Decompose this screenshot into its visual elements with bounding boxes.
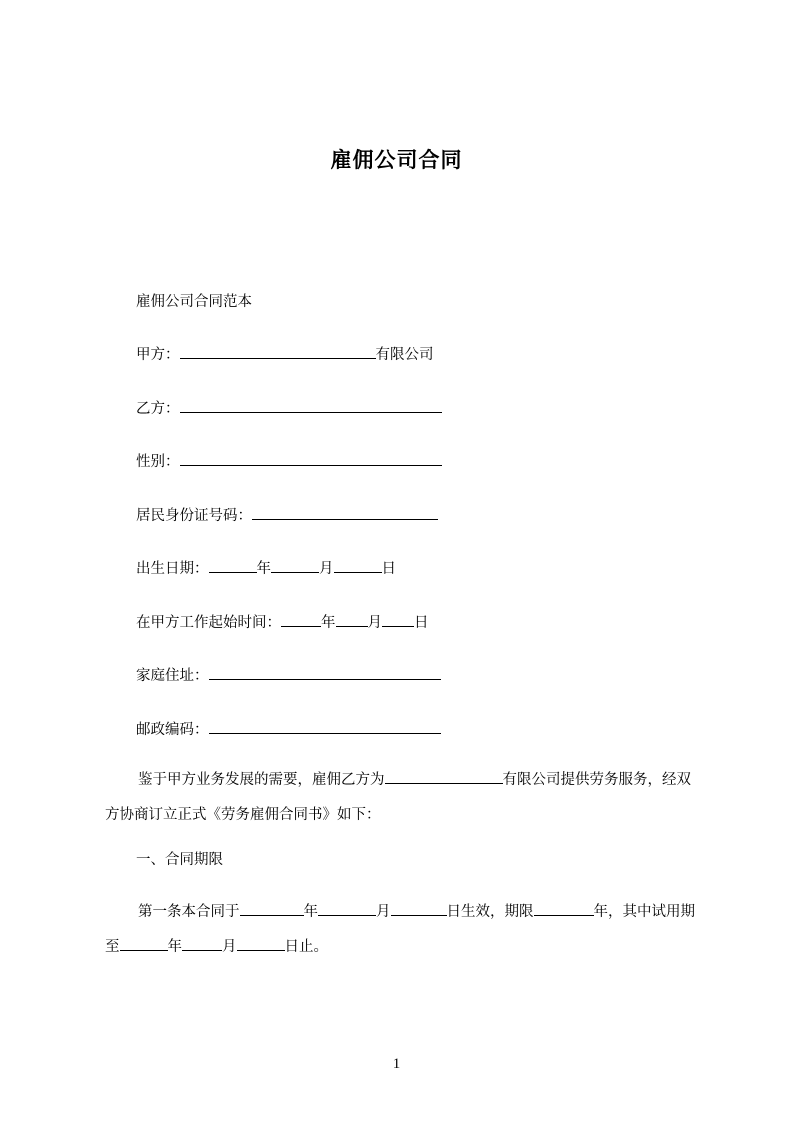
preamble-text-1: 鉴于甲方业务发展的需要，雇佣乙方为 — [138, 772, 385, 788]
section-heading: 一、合同期限 — [136, 852, 223, 868]
id-number-blank[interactable] — [252, 505, 438, 520]
start-day-blank[interactable] — [382, 612, 414, 627]
party-a-line — [136, 344, 434, 365]
party-b-blank[interactable] — [180, 398, 442, 413]
month-unit: 月 — [319, 561, 334, 577]
company-blank[interactable] — [385, 769, 503, 784]
page-number: 1 — [392, 1056, 401, 1072]
postcode-blank[interactable] — [209, 719, 441, 734]
article-1-text-2: 日生效，期限 — [446, 904, 534, 920]
term-years-blank[interactable] — [534, 901, 594, 916]
probation-year-blank[interactable] — [120, 936, 168, 951]
id-number-label: 居民身份证号码： — [136, 508, 252, 524]
effective-month-blank[interactable] — [318, 901, 376, 916]
birth-date-line — [136, 558, 396, 579]
start-date-line — [136, 612, 429, 633]
article-1-text-3: 年，其中试用期至 — [105, 904, 695, 955]
month-unit: 月 — [376, 904, 391, 920]
party-a-label: 甲方： — [136, 347, 180, 363]
day-unit: 日 — [414, 615, 429, 631]
party-a-suffix: 有限公司 — [375, 347, 434, 363]
party-a-blank[interactable] — [180, 344, 376, 359]
start-year-blank[interactable] — [281, 612, 321, 627]
address-label: 家庭住址： — [136, 668, 209, 684]
birth-date-label: 出生日期： — [136, 561, 209, 577]
year-unit: 年 — [256, 561, 271, 577]
birth-month-blank[interactable] — [271, 558, 319, 573]
effective-day-blank[interactable] — [391, 901, 447, 916]
day-unit: 日 — [381, 561, 396, 577]
year-unit: 年 — [321, 615, 336, 631]
subtitle: 雇佣公司合同范本 — [136, 294, 252, 310]
document-title: 雇佣公司合同 — [330, 148, 463, 172]
start-date-label: 在甲方工作起始时间： — [136, 615, 281, 631]
gender-blank[interactable] — [180, 451, 442, 466]
year-unit: 年 — [303, 904, 318, 920]
gender-line — [136, 451, 442, 472]
party-b-line — [136, 398, 442, 419]
preamble-paragraph — [105, 763, 705, 833]
address-line — [136, 665, 441, 686]
article-1-text-1: 第一条本合同于 — [138, 904, 240, 920]
address-blank[interactable] — [209, 665, 441, 680]
effective-year-blank[interactable] — [240, 901, 304, 916]
month-unit: 月 — [367, 615, 382, 631]
id-number-line — [136, 505, 438, 526]
postcode-line — [136, 719, 441, 740]
start-month-blank[interactable] — [336, 612, 368, 627]
probation-day-blank[interactable] — [237, 936, 285, 951]
birth-day-blank[interactable] — [334, 558, 382, 573]
birth-year-blank[interactable] — [209, 558, 257, 573]
month-unit: 月 — [222, 939, 237, 955]
gender-label: 性别： — [136, 454, 180, 470]
article-1-paragraph — [105, 895, 705, 965]
postcode-label: 邮政编码： — [136, 722, 209, 738]
probation-month-blank[interactable] — [182, 936, 222, 951]
preamble-text-2: 有限公司提供劳务服务，经双方协商订立正式《劳务雇佣合同书》如下： — [105, 772, 691, 823]
year-unit: 年 — [167, 939, 182, 955]
party-b-label: 乙方： — [136, 401, 180, 417]
article-1-text-4: 日止。 — [284, 939, 328, 955]
